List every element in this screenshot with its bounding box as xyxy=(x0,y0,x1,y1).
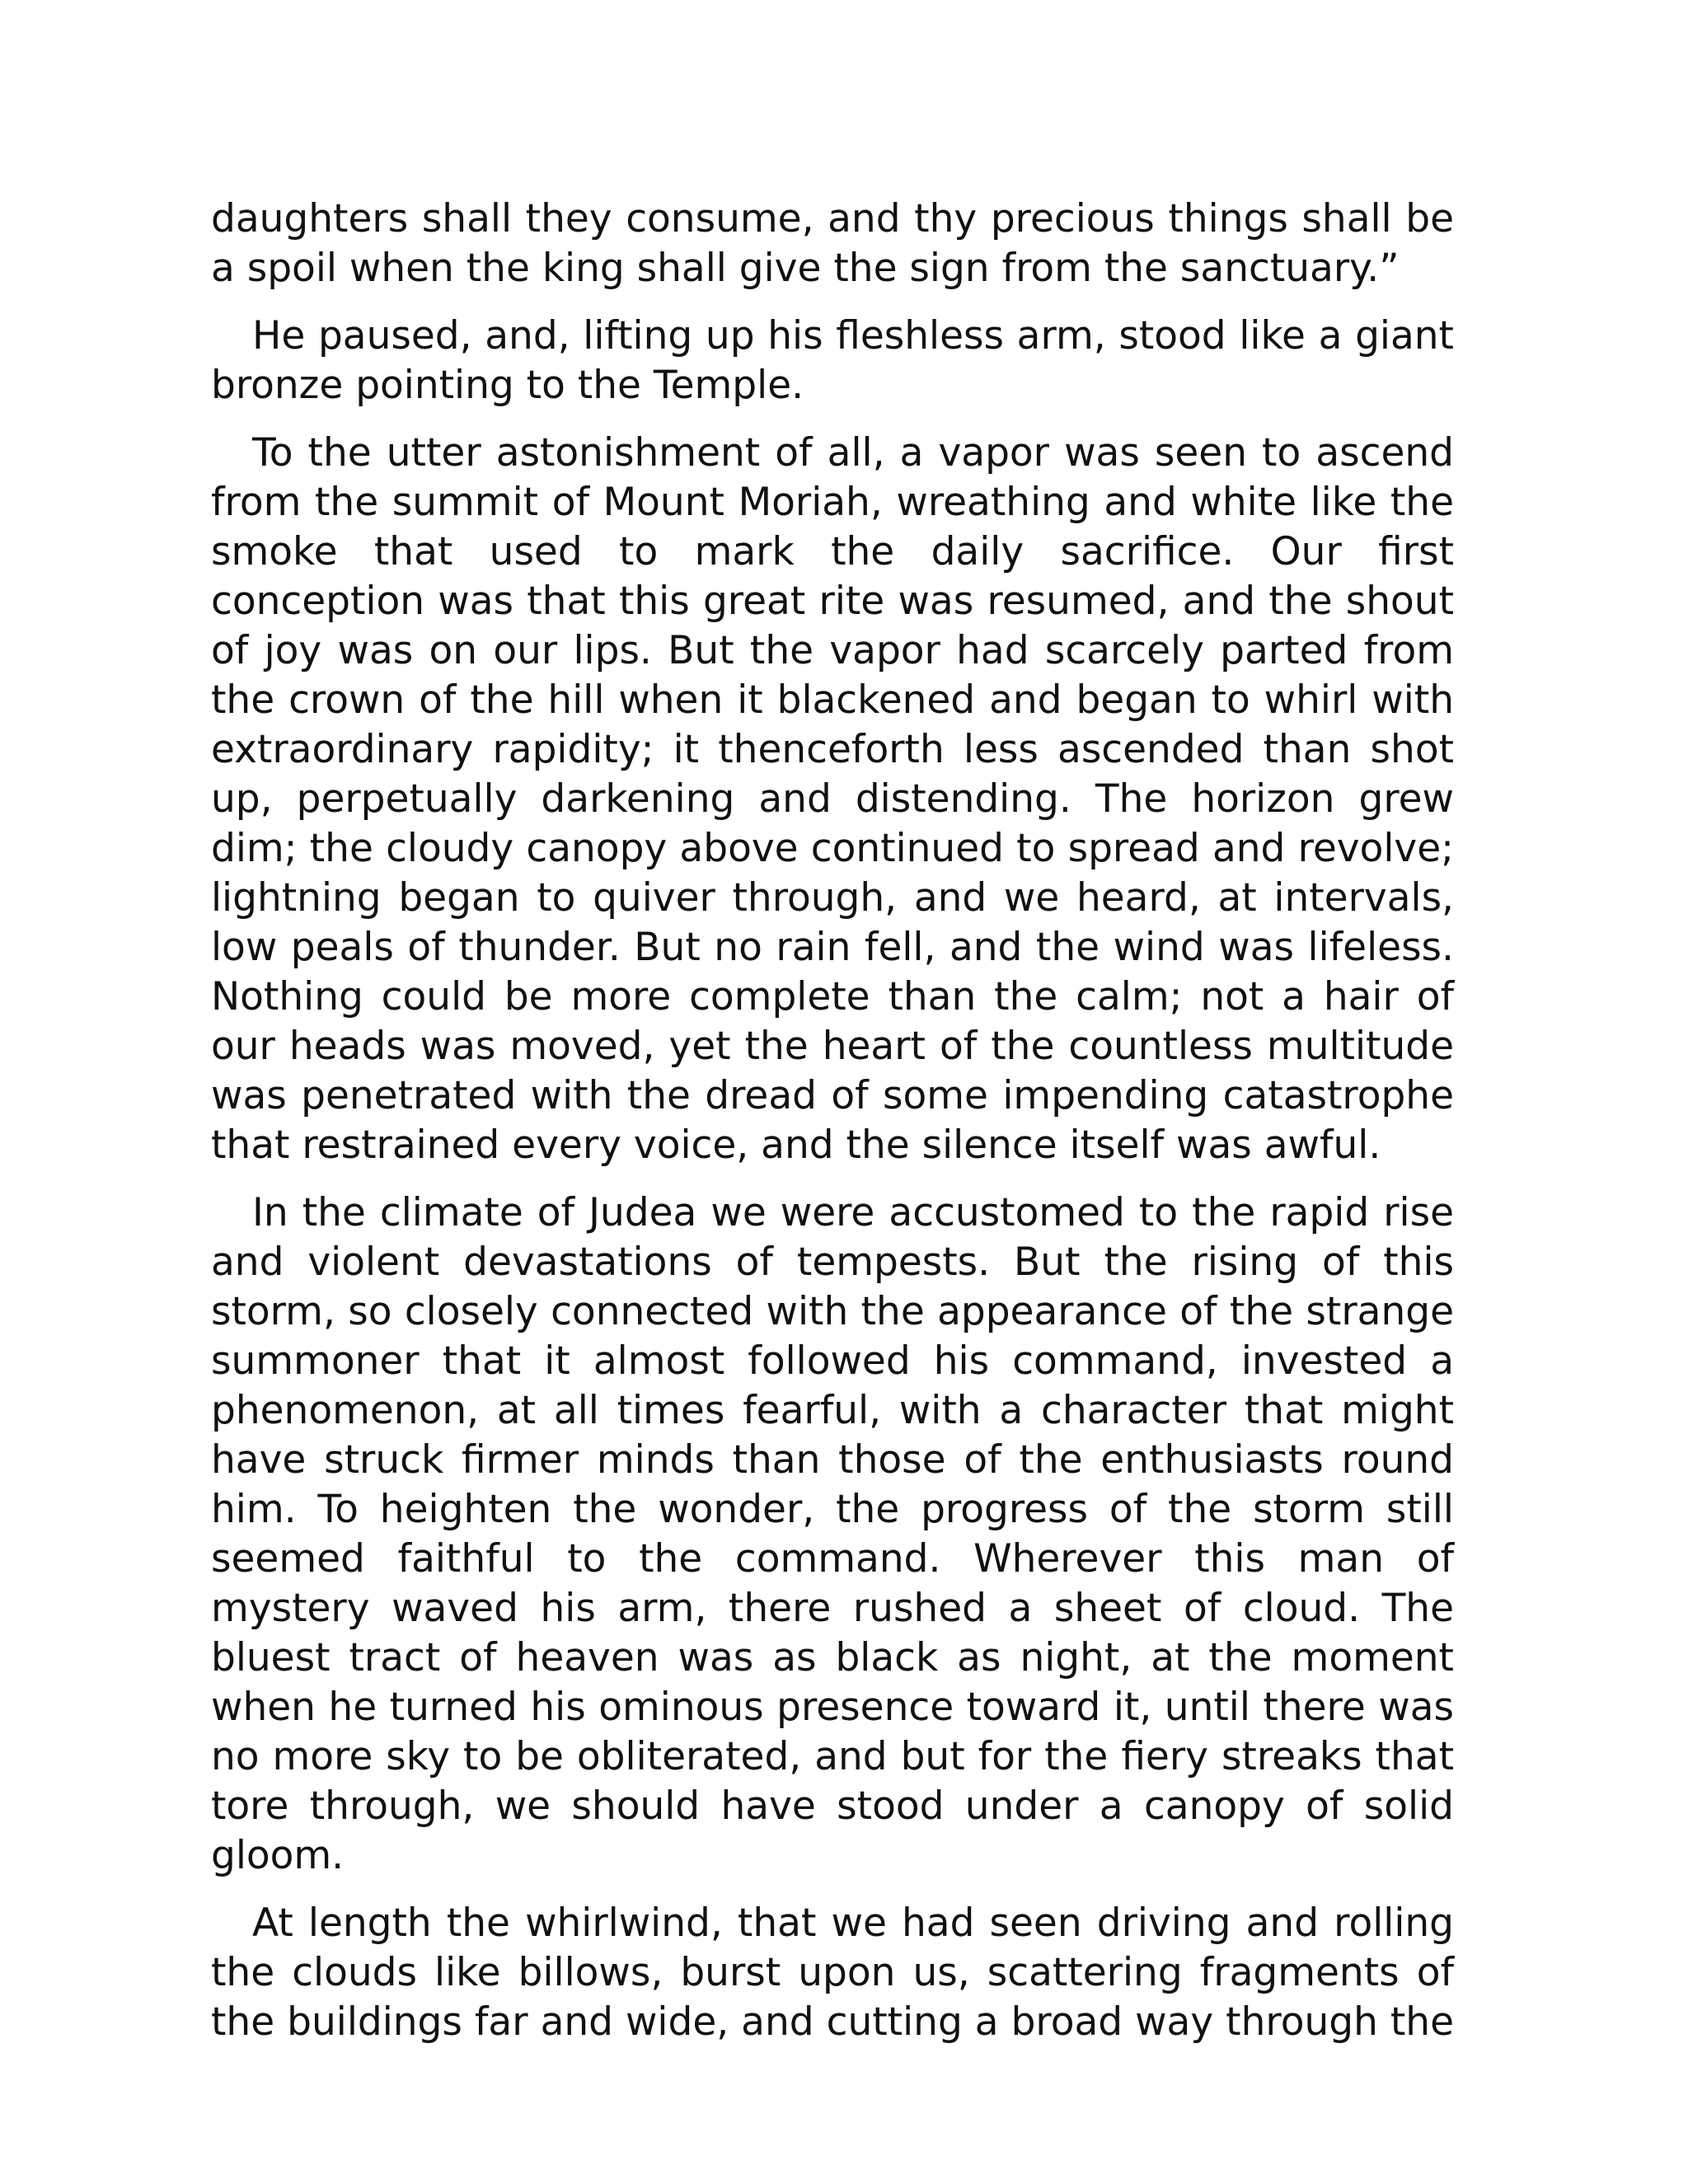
paragraph-judea: In the climate of Judea we were accustomed to the rapid rise and violent devastations of tempests. But the rising of this storm, so closely connected with the appearance of the strange summoner that it almost followed his command, invested a phenomenon, at all times fearful, with a character that might have struck firmer minds than those of the enthusiasts round him. To heighten the wonder, the progress of the storm still seemed faithful to the command. Wherever this man of mystery waved his arm, there rushed a sheet of cloud. The bluest tract of heaven was as black as night, at the moment when he turned his ominous presence toward it, until there was no more sky to be obliterated, and but for the fiery streaks that tore through, we should have stood under a canopy of solid gloom. xyxy=(211,1190,1454,1878)
paragraph-bronze: He paused, and, lifting up his fleshless arm, stood like a giant bronze pointing to the Temple. xyxy=(211,313,1454,408)
paragraph-continuation: daughters shall they consume, and thy precious things shall be a spoil when the king shall give the sign from the sanctuary.” xyxy=(211,196,1454,291)
paragraph-whirlwind: At length the whirlwind, that we had seen driving and rolling the clouds like billows, burst upon us, scattering fragments of the buildings far and wide, and cutting a broad way through the xyxy=(211,1900,1454,2045)
paragraph-vapor: To the utter astonishment of all, a vapor was seen to ascend from the summit of Mount Moriah, wreathing and white like the smoke that used to mark the daily sacrifice. Our first conception was that this great rite was resumed, and the shout of joy was on our lips. But the vapor had scarcely parted from the crown of the hill when it blackened and began to whirl with extraordinary rapidity; it thenceforth less ascended than shot up, perpetually darkening and distending. The horizon grew dim; the cloudy canopy above continued to spread and revolve; lightning began to quiver through, and we heard, at intervals, low peals of thunder. But no rain fell, and the wind was lifeless. Nothing could be more complete than the calm; not a hair of our heads was moved, yet the heart of the countless multitude was penetrated with the dread of some impending catastrophe that restrained every voice, and the silence itself was awful. xyxy=(211,430,1454,1168)
page-body xyxy=(211,194,1454,2065)
